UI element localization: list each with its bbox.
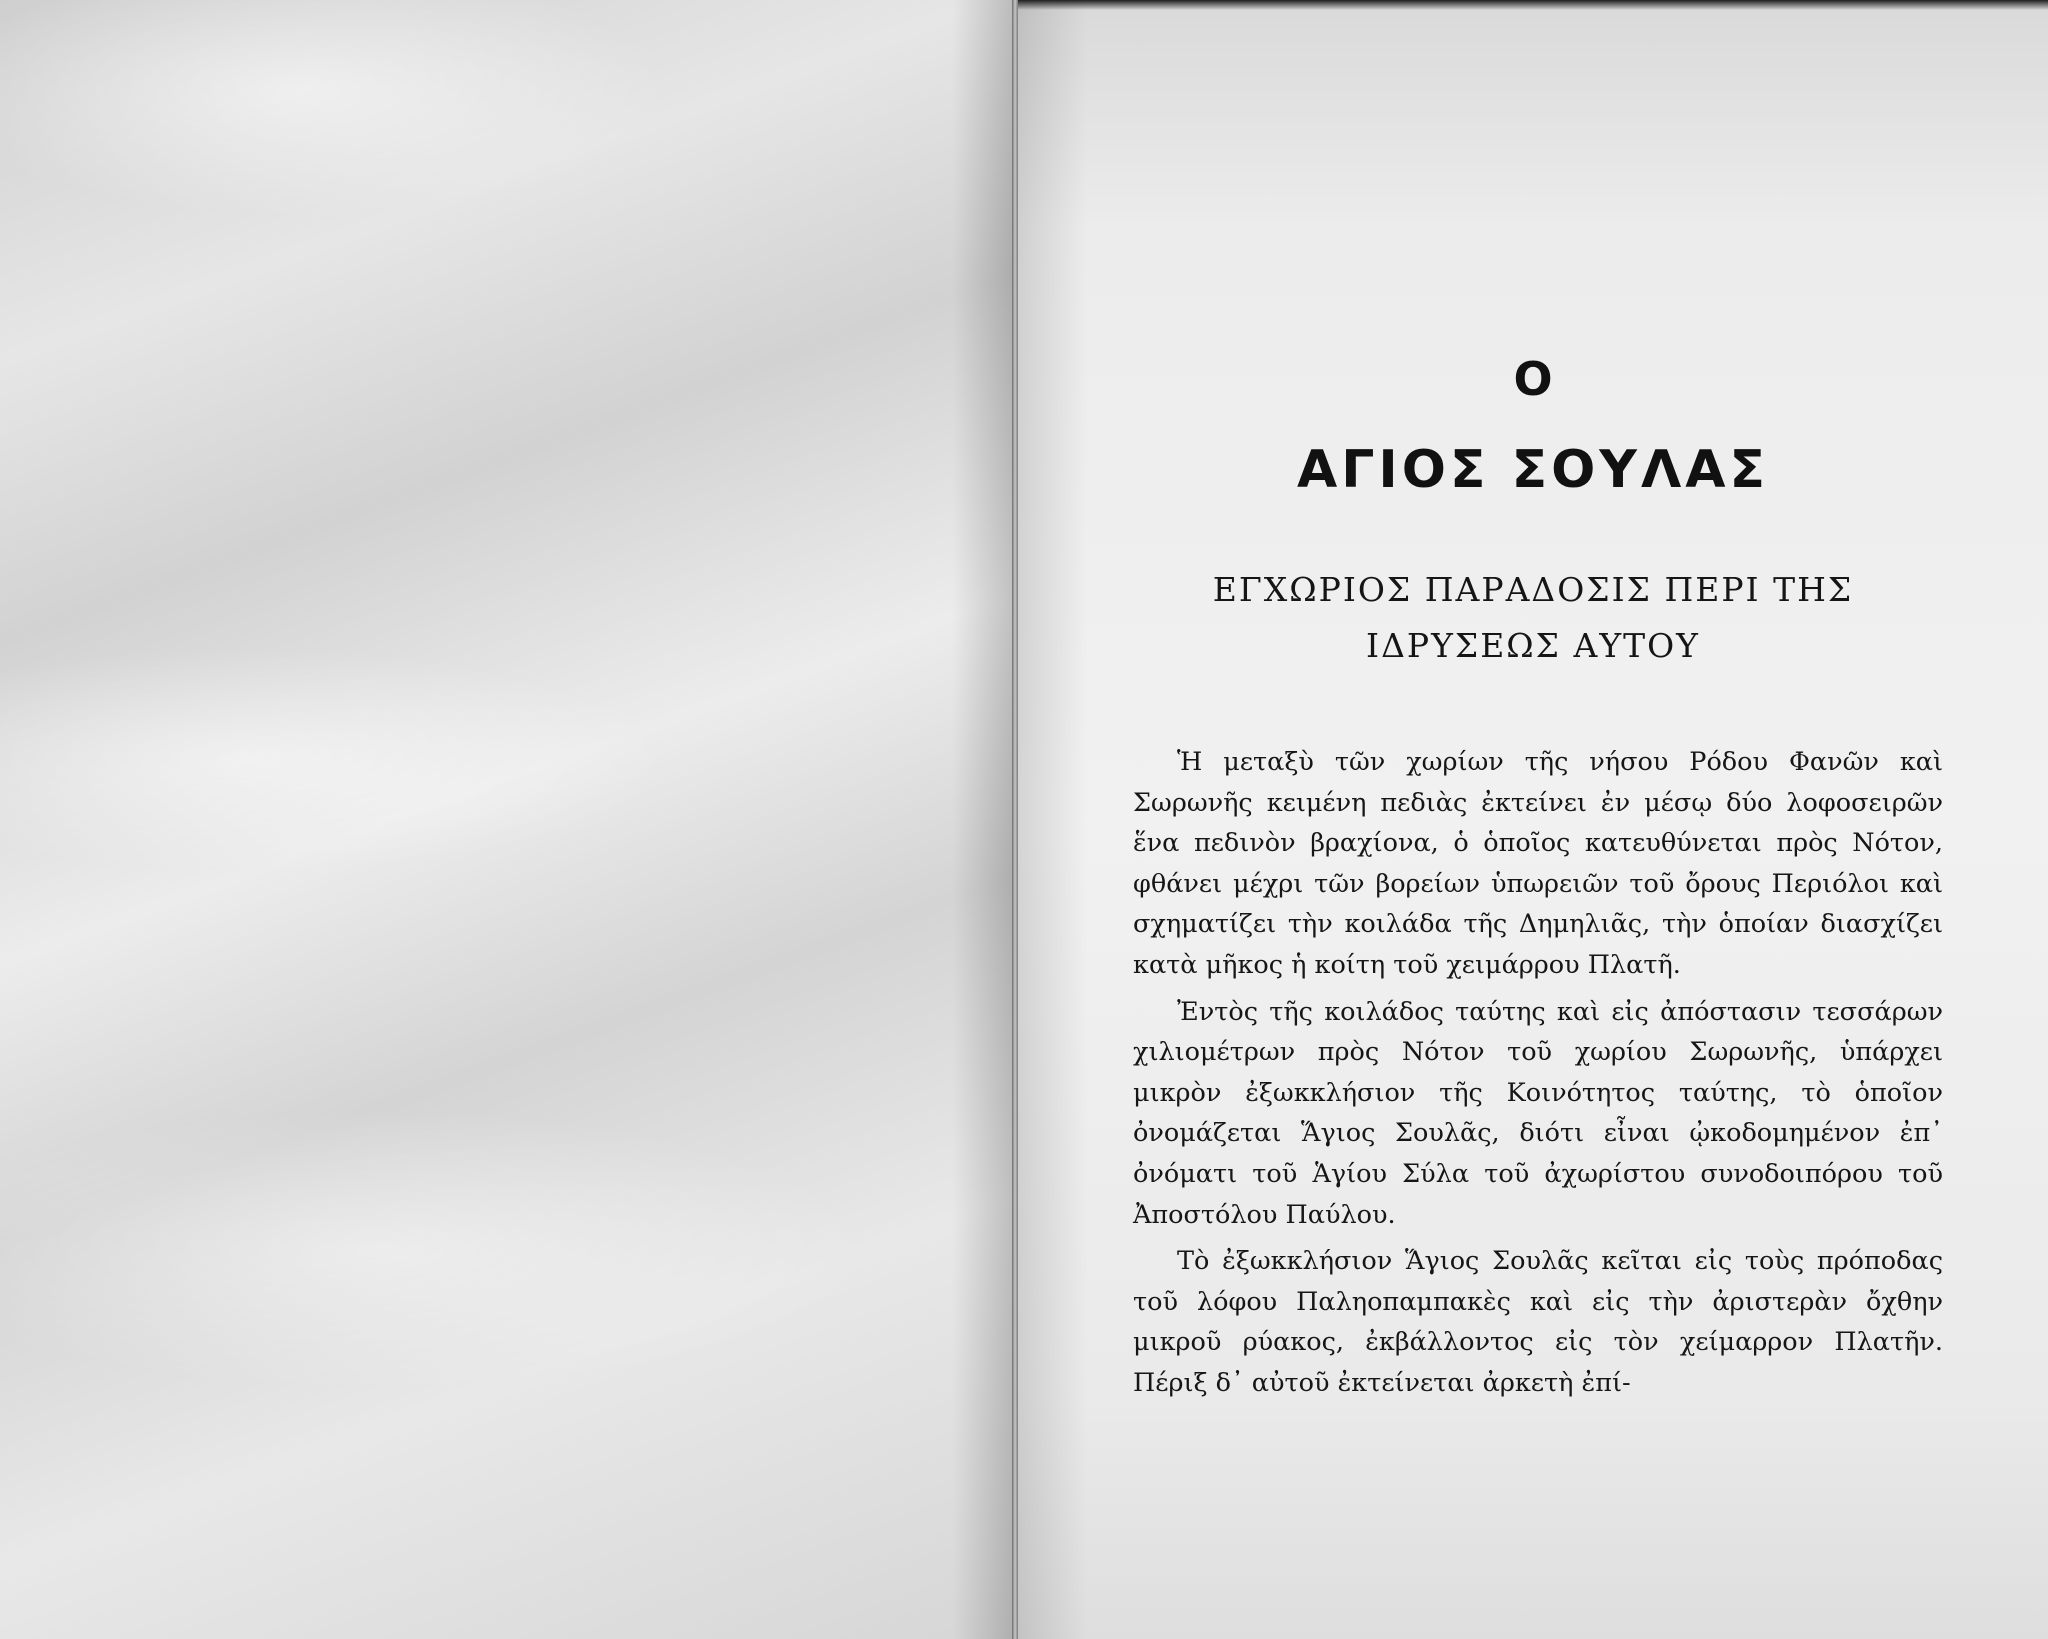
paragraph-2: Ἐντὸς τῆς κοιλάδος ταύτης καὶ εἰς ἀπόστασιν τεσσάρων χιλιομέτρων πρὸς Νότον τοῦ χωρίου Σωρωνῆς, ὑπάρχει μικρὸν ἐξωκκλήσιον τῆς Κοινότητος ταύτης, τὸ ὁποῖον ὀνομάζεται Ἅγιος Σουλᾶς, διότι εἶναι ᾠκοδομημένον ἐπ᾿ ὀνόματι τοῦ Ἁγίου Σύλα τοῦ ἀχωρίστου συνοδοιπόρου τοῦ Ἀποστόλου Παύλου. <box>1133 996 1943 1230</box>
page-title: ΑΓΙΟΣ ΣΟΥΛΑΣ <box>1297 440 1769 500</box>
right-page <box>1018 0 2048 1639</box>
subtitle-line-2: ΙΔΡΥΣΕΩΣ ΑΥΤΟΥ <box>1366 626 1700 665</box>
title-article: Ο <box>1513 352 1553 406</box>
body-text <box>1133 742 1943 1410</box>
left-page-blank <box>0 0 1012 1639</box>
paragraph-1: Ἡ μεταξὺ τῶν χωρίων τῆς νήσου Ρόδου Φανῶν καὶ Σωρωνῆς κειμένη πεδιὰς ἐκτείνει ἐν μέσῳ δύο λοφοσειρῶν ἕνα πεδινὸν βραχίονα, ὁ ὁποῖος κατευθύνεται πρὸς Νότον, φθάνει μέχρι τῶν βορείων ὑπωρειῶν τοῦ ὄρους Περιόλοι καὶ σχηματίζει τὴν κοιλάδα τῆς Δημηλιᾶς, τὴν ὁποίαν διασχίζει κατὰ μῆκος ἡ κοίτη τοῦ χειμάρρου Πλατῆ. <box>1133 747 1943 980</box>
paragraph-3: Τὸ ἐξωκκλήσιον Ἅγιος Σουλᾶς κεῖται εἰς τοὺς πρόποδας τοῦ λόφου Παληοπαμπακὲς καὶ εἰς τὴν ἀριστερὰν ὄχθην μικροῦ ρύακος, ἐκβάλλοντος εἰς τὸν χείμαρρον Πλατῆν. Πέριξ δ᾿ αὐτοῦ ἐκτείνεται ἀρκετὴ ἐπί- <box>1133 1246 1943 1398</box>
subtitle <box>1058 562 2008 674</box>
subtitle-line-1: ΕΓΧΩΡΙΟΣ ΠΑΡΑΔΟΣΙΣ ΠΕΡΙ ΤΗΣ <box>1212 570 1854 609</box>
